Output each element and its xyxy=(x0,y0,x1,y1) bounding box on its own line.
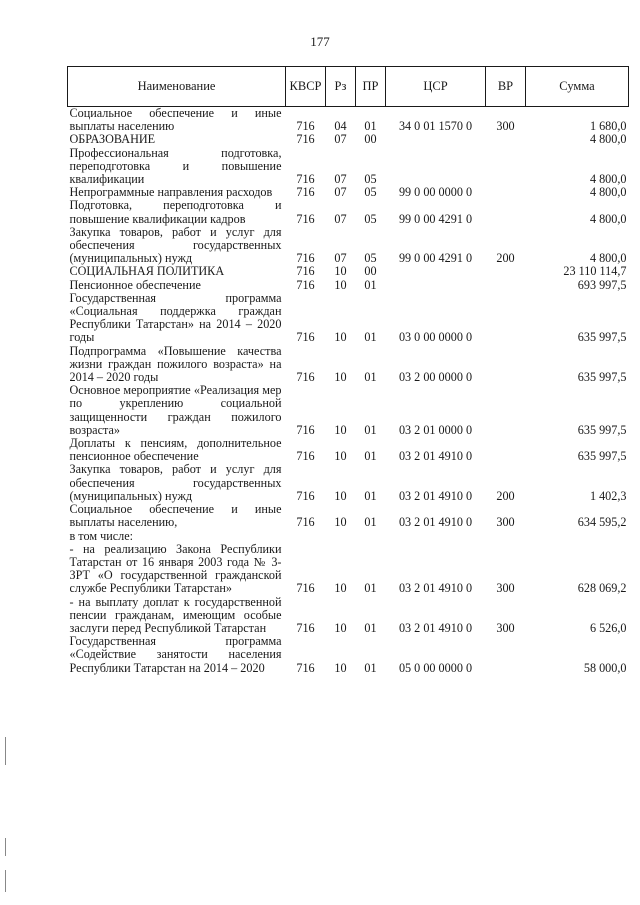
row-rz: 10 xyxy=(334,330,347,345)
row-kvsr: 716 xyxy=(296,132,315,147)
row-kvsr: 716 xyxy=(296,620,315,635)
header-csr: ЦСР xyxy=(386,67,486,107)
row-rz: 10 xyxy=(334,581,347,596)
row-vr: 300 xyxy=(496,581,515,596)
row-sum: 1 402,3 xyxy=(589,488,627,503)
row-csr xyxy=(386,530,486,543)
row-name: Подпрограмма «Повышение качества жизни граждан пожилого возраста» на 2014 – 2020 годы xyxy=(69,343,282,385)
row-kvsr: 716 xyxy=(296,370,315,385)
row-vr xyxy=(486,345,526,385)
row-csr: 05 0 00 0000 0 xyxy=(398,660,473,675)
row-kvsr: 716 xyxy=(296,488,315,503)
scan-mark xyxy=(5,838,6,856)
table-row xyxy=(68,463,629,503)
row-vr xyxy=(486,265,526,278)
row-name: Доплаты к пенсиям, дополнительное пенсионное обеспечение xyxy=(69,436,282,464)
row-name: Основное мероприятие «Реализация мер по укреплению социальной защищенности граждан пожилого возраста» xyxy=(69,383,282,437)
row-rz: 10 xyxy=(334,277,347,292)
row-csr xyxy=(386,265,486,278)
row-kvsr: 716 xyxy=(296,277,315,292)
row-name: Закупка товаров, работ и услуг для обеспечения государственных (муниципальных) нужд xyxy=(69,224,282,266)
row-kvsr: 716 xyxy=(296,211,315,226)
row-name: Социальное обеспечение и иные выплаты населению xyxy=(69,106,282,134)
row-kvsr: 716 xyxy=(296,422,315,437)
row-pr: 00 xyxy=(364,132,377,147)
row-csr: 99 0 00 0000 0 xyxy=(398,185,473,200)
row-rz: 07 xyxy=(334,172,347,187)
row-pr: 01 xyxy=(364,488,377,503)
row-name: - на реализацию Закона Республики Татарстан от 16 января 2003 года № 3-ЗРТ «О государственной гражданской службе Республики Татарстан» xyxy=(69,541,282,596)
row-pr: 01 xyxy=(364,660,377,675)
row-name: ОБРАЗОВАНИЕ xyxy=(69,132,156,147)
row-vr xyxy=(486,279,526,292)
row-sum: 4 800,0 xyxy=(589,211,627,226)
header-vr: ВР xyxy=(486,67,526,107)
row-kvsr: 716 xyxy=(296,515,315,530)
table-header-row xyxy=(68,67,629,107)
page-number: 177 xyxy=(310,34,330,49)
row-sum: 634 595,2 xyxy=(577,515,627,530)
row-csr: 03 2 01 4910 0 xyxy=(398,620,473,635)
table-row xyxy=(68,265,629,278)
table-body xyxy=(68,107,629,675)
row-rz: 07 xyxy=(334,185,347,200)
table-row xyxy=(68,279,629,292)
table-row xyxy=(68,226,629,266)
table-row xyxy=(68,345,629,385)
row-rz: 07 xyxy=(334,132,347,147)
row-sum: 4 800,0 xyxy=(589,172,627,187)
row-vr: 200 xyxy=(496,251,515,266)
row-name: Закупка товаров, работ и услуг для обеспечения государственных (муниципальных) нужд xyxy=(69,462,282,503)
scan-mark xyxy=(5,870,6,892)
table-row xyxy=(68,147,629,187)
row-csr: 03 0 00 0000 0 xyxy=(398,330,473,345)
row-pr: 01 xyxy=(364,277,377,292)
table-row xyxy=(68,437,629,463)
row-sum: 635 997,5 xyxy=(577,422,627,437)
row-csr xyxy=(386,279,486,292)
row-csr xyxy=(386,133,486,146)
row-pr: 05 xyxy=(364,172,377,187)
row-name: в том числе: xyxy=(69,528,134,543)
row-pr: 01 xyxy=(364,449,377,464)
table-row xyxy=(68,199,629,225)
row-kvsr: 716 xyxy=(296,119,315,134)
table-row xyxy=(68,133,629,146)
row-pr: 01 xyxy=(364,330,377,345)
row-pr: 01 xyxy=(364,119,377,134)
header-kvsr: КВСР xyxy=(286,67,326,107)
row-name: Профессиональная подготовка, переподготовка и повышение квалификации xyxy=(69,145,282,187)
table-row xyxy=(68,107,629,134)
row-pr: 01 xyxy=(364,515,377,530)
row-vr xyxy=(486,199,526,225)
row-vr: 300 xyxy=(496,119,515,134)
row-name: СОЦИАЛЬНАЯ ПОЛИТИКА xyxy=(69,264,225,279)
row-sum: 628 069,2 xyxy=(577,581,627,596)
row-rz: 10 xyxy=(334,449,347,464)
header-rz: Рз xyxy=(326,67,356,107)
row-vr xyxy=(486,133,526,146)
row-kvsr: 716 xyxy=(296,185,315,200)
row-vr xyxy=(486,292,526,345)
row-rz: 10 xyxy=(334,422,347,437)
row-csr: 34 0 01 1570 0 xyxy=(398,119,473,134)
row-pr xyxy=(356,530,386,543)
row-rz: 10 xyxy=(334,264,347,279)
row-rz: 10 xyxy=(334,660,347,675)
row-kvsr: 716 xyxy=(296,172,315,187)
row-csr: 03 2 01 4910 0 xyxy=(398,581,473,596)
row-sum: 4 800,0 xyxy=(589,185,627,200)
row-vr xyxy=(486,186,526,199)
row-name: Государственная программа «Содействие занятости населения Республики Татарстан на 2014 – 2020 xyxy=(69,634,282,675)
row-sum: 635 997,5 xyxy=(577,330,627,345)
row-sum: 58 000,0 xyxy=(583,660,627,675)
row-rz: 10 xyxy=(334,370,347,385)
table-row xyxy=(68,543,629,596)
table-row xyxy=(68,530,629,543)
row-vr xyxy=(486,437,526,463)
row-sum: 1 680,0 xyxy=(589,119,627,134)
row-sum: 23 110 114,7 xyxy=(563,264,627,279)
row-sum: 4 800,0 xyxy=(589,251,627,266)
row-sum: 635 997,5 xyxy=(577,449,627,464)
table-row xyxy=(68,503,629,529)
row-kvsr: 716 xyxy=(296,251,315,266)
row-rz: 07 xyxy=(334,251,347,266)
row-pr: 05 xyxy=(364,185,377,200)
row-csr xyxy=(386,147,486,187)
header-name: Наименование xyxy=(68,67,286,107)
row-pr: 05 xyxy=(364,211,377,226)
row-vr xyxy=(486,635,526,675)
row-csr: 03 2 01 4910 0 xyxy=(398,488,473,503)
row-pr: 01 xyxy=(364,620,377,635)
row-csr: 03 2 00 0000 0 xyxy=(398,370,473,385)
row-vr xyxy=(486,530,526,543)
budget-table xyxy=(67,66,629,675)
row-kvsr: 716 xyxy=(296,264,315,279)
row-rz: 07 xyxy=(334,211,347,226)
table-row xyxy=(68,384,629,437)
table-row xyxy=(68,292,629,345)
row-csr: 03 2 01 4910 0 xyxy=(398,449,473,464)
row-kvsr xyxy=(286,530,326,543)
row-sum: 635 997,5 xyxy=(577,370,627,385)
row-rz: 10 xyxy=(334,515,347,530)
row-name: Пенсионное обеспечение xyxy=(69,277,201,292)
row-name: - на выплату доплат к государственной пенсии гражданам, имеющим особые заслуги перед Республикой Татарстан xyxy=(69,594,282,635)
row-sum xyxy=(526,530,629,543)
row-pr: 01 xyxy=(364,581,377,596)
row-name: Государственная программа «Социальная поддержка граждан Республики Татарстан» на 2014 – 2020 годы xyxy=(69,290,282,345)
row-rz: 04 xyxy=(334,119,347,134)
row-name: Подготовка, переподготовка и повышение квалификации кадров xyxy=(69,198,282,226)
row-pr: 00 xyxy=(364,264,377,279)
row-vr xyxy=(486,147,526,187)
table-row xyxy=(68,596,629,636)
scan-mark xyxy=(5,737,6,765)
row-sum: 693 997,5 xyxy=(577,277,627,292)
row-pr: 05 xyxy=(364,251,377,266)
header-sum: Сумма xyxy=(526,67,629,107)
row-pr: 01 xyxy=(364,422,377,437)
row-sum: 4 800,0 xyxy=(589,132,627,147)
row-kvsr: 716 xyxy=(296,660,315,675)
row-rz: 10 xyxy=(334,488,347,503)
row-csr: 03 2 01 0000 0 xyxy=(398,422,473,437)
row-rz: 10 xyxy=(334,620,347,635)
row-vr: 300 xyxy=(496,515,515,530)
row-csr: 99 0 00 4291 0 xyxy=(398,251,473,266)
row-name: Непрограммные направления расходов xyxy=(69,185,273,200)
table-row xyxy=(68,635,629,675)
row-name: Социальное обеспечение и иные выплаты населению, xyxy=(69,502,282,530)
row-csr: 99 0 00 4291 0 xyxy=(398,211,473,226)
row-csr: 03 2 01 4910 0 xyxy=(398,515,473,530)
row-pr: 01 xyxy=(364,370,377,385)
row-vr: 300 xyxy=(496,620,515,635)
row-vr xyxy=(486,384,526,437)
row-kvsr: 716 xyxy=(296,581,315,596)
row-kvsr: 716 xyxy=(296,330,315,345)
header-pr: ПР xyxy=(356,67,386,107)
row-kvsr: 716 xyxy=(296,449,315,464)
row-vr: 200 xyxy=(496,488,515,503)
row-rz xyxy=(326,530,356,543)
row-sum: 6 526,0 xyxy=(589,620,627,635)
